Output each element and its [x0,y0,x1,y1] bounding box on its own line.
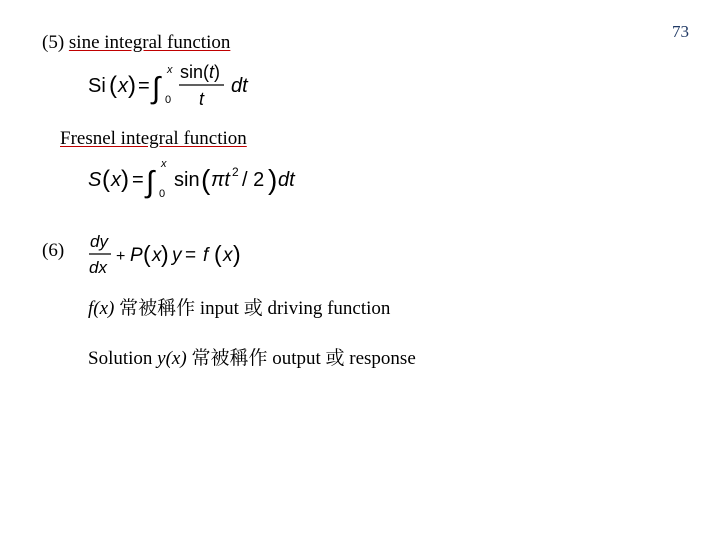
paren-left: ( [102,166,110,193]
paren-left: ( [143,241,151,267]
fresnel-integral-equation [86,156,306,204]
p-function: P [130,245,143,266]
yx-term: y(x) [157,348,187,369]
fresnel-title: Fresnel integral function [60,128,247,149]
lower-limit: 0 [159,188,166,200]
dy: dy [90,232,108,251]
section-6-label: (6) [42,240,65,261]
solution-word: Solution [88,348,153,369]
input-word: input [199,298,239,319]
fresnel-heading [60,128,247,150]
plus-sign: + [116,248,126,265]
var-x: x [111,169,121,191]
numerator-sin-t: sin(t) [180,62,221,82]
over-2: / 2 [242,169,265,191]
equals-sign: = [132,169,144,191]
sine-integral-title: sine integral function [68,32,231,53]
denominator-t: t [199,89,205,109]
equals-sign: = [185,245,197,266]
equals-sign: = [138,75,150,97]
big-paren-right: ) [268,164,278,195]
integral-sign: ∫ [146,166,155,199]
lower-limit: 0 [165,94,172,106]
sine-integral-equation [86,58,266,112]
paren-right: ) [161,241,169,267]
dt: dt [278,169,295,191]
upper-limit: x [161,158,167,170]
var-y: y [172,245,182,266]
pi-t-squared: πt [211,169,230,191]
f-function: f [203,245,209,266]
var-x-2: x [223,245,233,266]
section-5-heading [42,32,230,54]
paren-left-2: ( [214,241,222,267]
paren-right: ) [121,166,129,193]
integral-sign: ∫ [152,72,161,105]
cn-called-2: 常被稱作 [191,348,268,369]
sin-function: sin [174,169,200,191]
cn-or: 或 [243,298,263,319]
cn-called: 常被稱作 [119,298,196,319]
paren-right: ) [128,72,136,99]
section-5-label: (5) [42,32,65,53]
output-word: output [272,348,321,369]
response-text: response [349,348,416,369]
input-description [88,298,390,320]
fx-term: f(x) [88,298,115,319]
cn-or-2: 或 [325,348,345,369]
paren-left: ( [109,72,117,99]
ode-equation [86,230,266,280]
dx: dx [89,258,107,277]
page-number: 73 [672,22,689,41]
paren-right-2: ) [233,241,241,267]
si-symbol: Si [88,75,106,97]
s-symbol: S [88,169,102,191]
exponent-2: 2 [232,165,239,179]
big-paren-left: ( [201,164,211,195]
output-description [88,348,416,370]
upper-limit: x [167,64,173,76]
driving-function-text: driving function [267,298,391,319]
var-x: x [118,75,128,97]
dt: dt [231,75,248,97]
var-x: x [152,245,162,266]
